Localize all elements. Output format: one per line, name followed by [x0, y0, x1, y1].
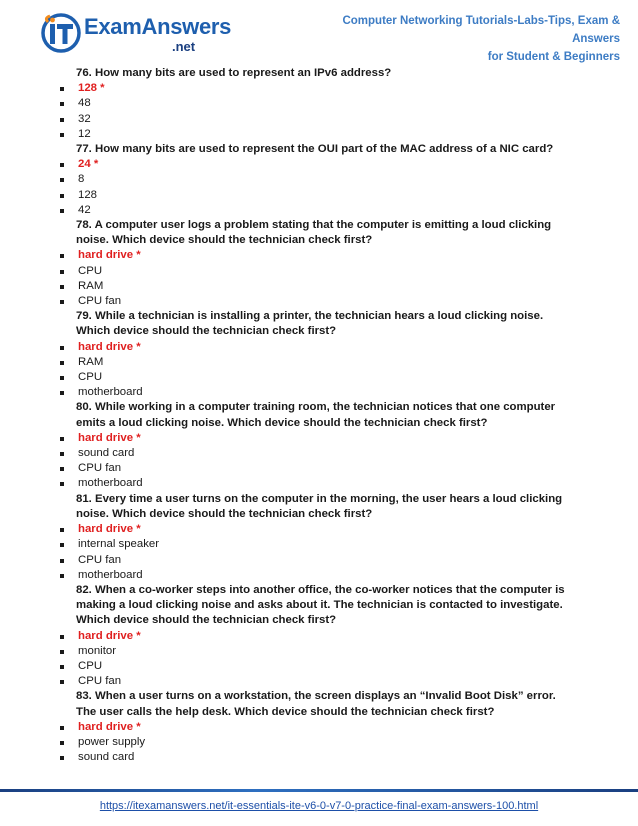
answer-option: sound card — [58, 750, 578, 765]
answer-option: 8 — [58, 172, 578, 187]
answer-option: 48 — [58, 96, 578, 111]
answer-option: CPU fan — [58, 461, 578, 476]
answer-option: internal speaker — [58, 537, 578, 552]
tagline-line-1: Computer Networking Tutorials-Labs-Tips, Exam & Answers — [342, 15, 620, 45]
answer-option-correct: 128 * — [58, 81, 578, 96]
footer-divider — [0, 789, 638, 792]
page-header — [0, 0, 638, 62]
answer-option-correct: 24 * — [58, 157, 578, 172]
logo-it-mark-icon — [40, 12, 82, 54]
answer-option: CPU fan — [58, 294, 578, 309]
answer-option: sound card — [58, 446, 578, 461]
answer-option-correct: hard drive * — [58, 629, 578, 644]
answer-option: RAM — [58, 355, 578, 370]
answer-option-correct: hard drive * — [58, 522, 578, 537]
answer-option: monitor — [58, 644, 578, 659]
answer-option: motherboard — [58, 476, 578, 491]
footer-source-link[interactable]: https://itexamanswers.net/it-essentials-ite-v6-0-v7-0-practice-final-exam-answers-100.html — [99, 800, 539, 812]
logo-suffix: .net — [172, 39, 196, 54]
answer-option: RAM — [58, 279, 578, 294]
site-tagline — [300, 12, 620, 66]
answer-option: 42 — [58, 203, 578, 218]
answer-option: CPU — [58, 659, 578, 674]
question-text: 80. While working in a computer training room, the technician notices that one computer emits a loud clicking noise. Which device should the technician check first? — [76, 401, 556, 429]
answer-option: 128 — [58, 188, 578, 203]
site-logo[interactable] — [40, 12, 230, 56]
answer-option-correct: hard drive * — [58, 248, 578, 263]
answer-option: 12 — [58, 127, 578, 142]
question-text: 81. Every time a user turns on the computer in the morning, the user hears a loud clicking noise. Which device should the technician check first? — [76, 492, 563, 520]
question-text: 78. A computer user logs a problem stating that the computer is emitting a loud clicking noise. Which device should the technician check first? — [76, 219, 552, 247]
question-text: 77. How many bits are used to represent the OUI part of the MAC address of a NIC card? — [76, 143, 554, 156]
answer-option: 32 — [58, 112, 578, 127]
answer-option: CPU fan — [58, 674, 578, 689]
question-text: 82. When a co-worker steps into another office, the co-worker notices that the computer is making a loud clicking noise and asks about it. The technician is contacted to investigate. Which device should the technician check first? — [76, 583, 565, 627]
tagline-line-2: for Student & Beginners — [487, 51, 620, 63]
answer-option: CPU — [58, 370, 578, 385]
question-text: 76. How many bits are used to represent an IPv6 address? — [76, 67, 392, 79]
answer-option: power supply — [58, 735, 578, 750]
answer-option: motherboard — [58, 568, 578, 583]
answer-option-correct: hard drive * — [58, 720, 578, 735]
logo-text: ExamAnswers — [84, 14, 232, 39]
question-text: 83. When a user turns on a workstation, the screen displays an “Invalid Boot Disk” error. The user calls the help desk. Which device should the technician check first? — [76, 690, 556, 718]
question-list — [58, 66, 578, 765]
answer-option: CPU — [58, 264, 578, 279]
answer-option-correct: hard drive * — [58, 431, 578, 446]
answer-option: CPU fan — [58, 553, 578, 568]
answer-option-correct: hard drive * — [58, 340, 578, 355]
answer-option: motherboard — [58, 385, 578, 400]
question-text: 79. While a technician is installing a printer, the technician hears a loud clicking noise. Which device should the technician check first? — [76, 310, 544, 338]
